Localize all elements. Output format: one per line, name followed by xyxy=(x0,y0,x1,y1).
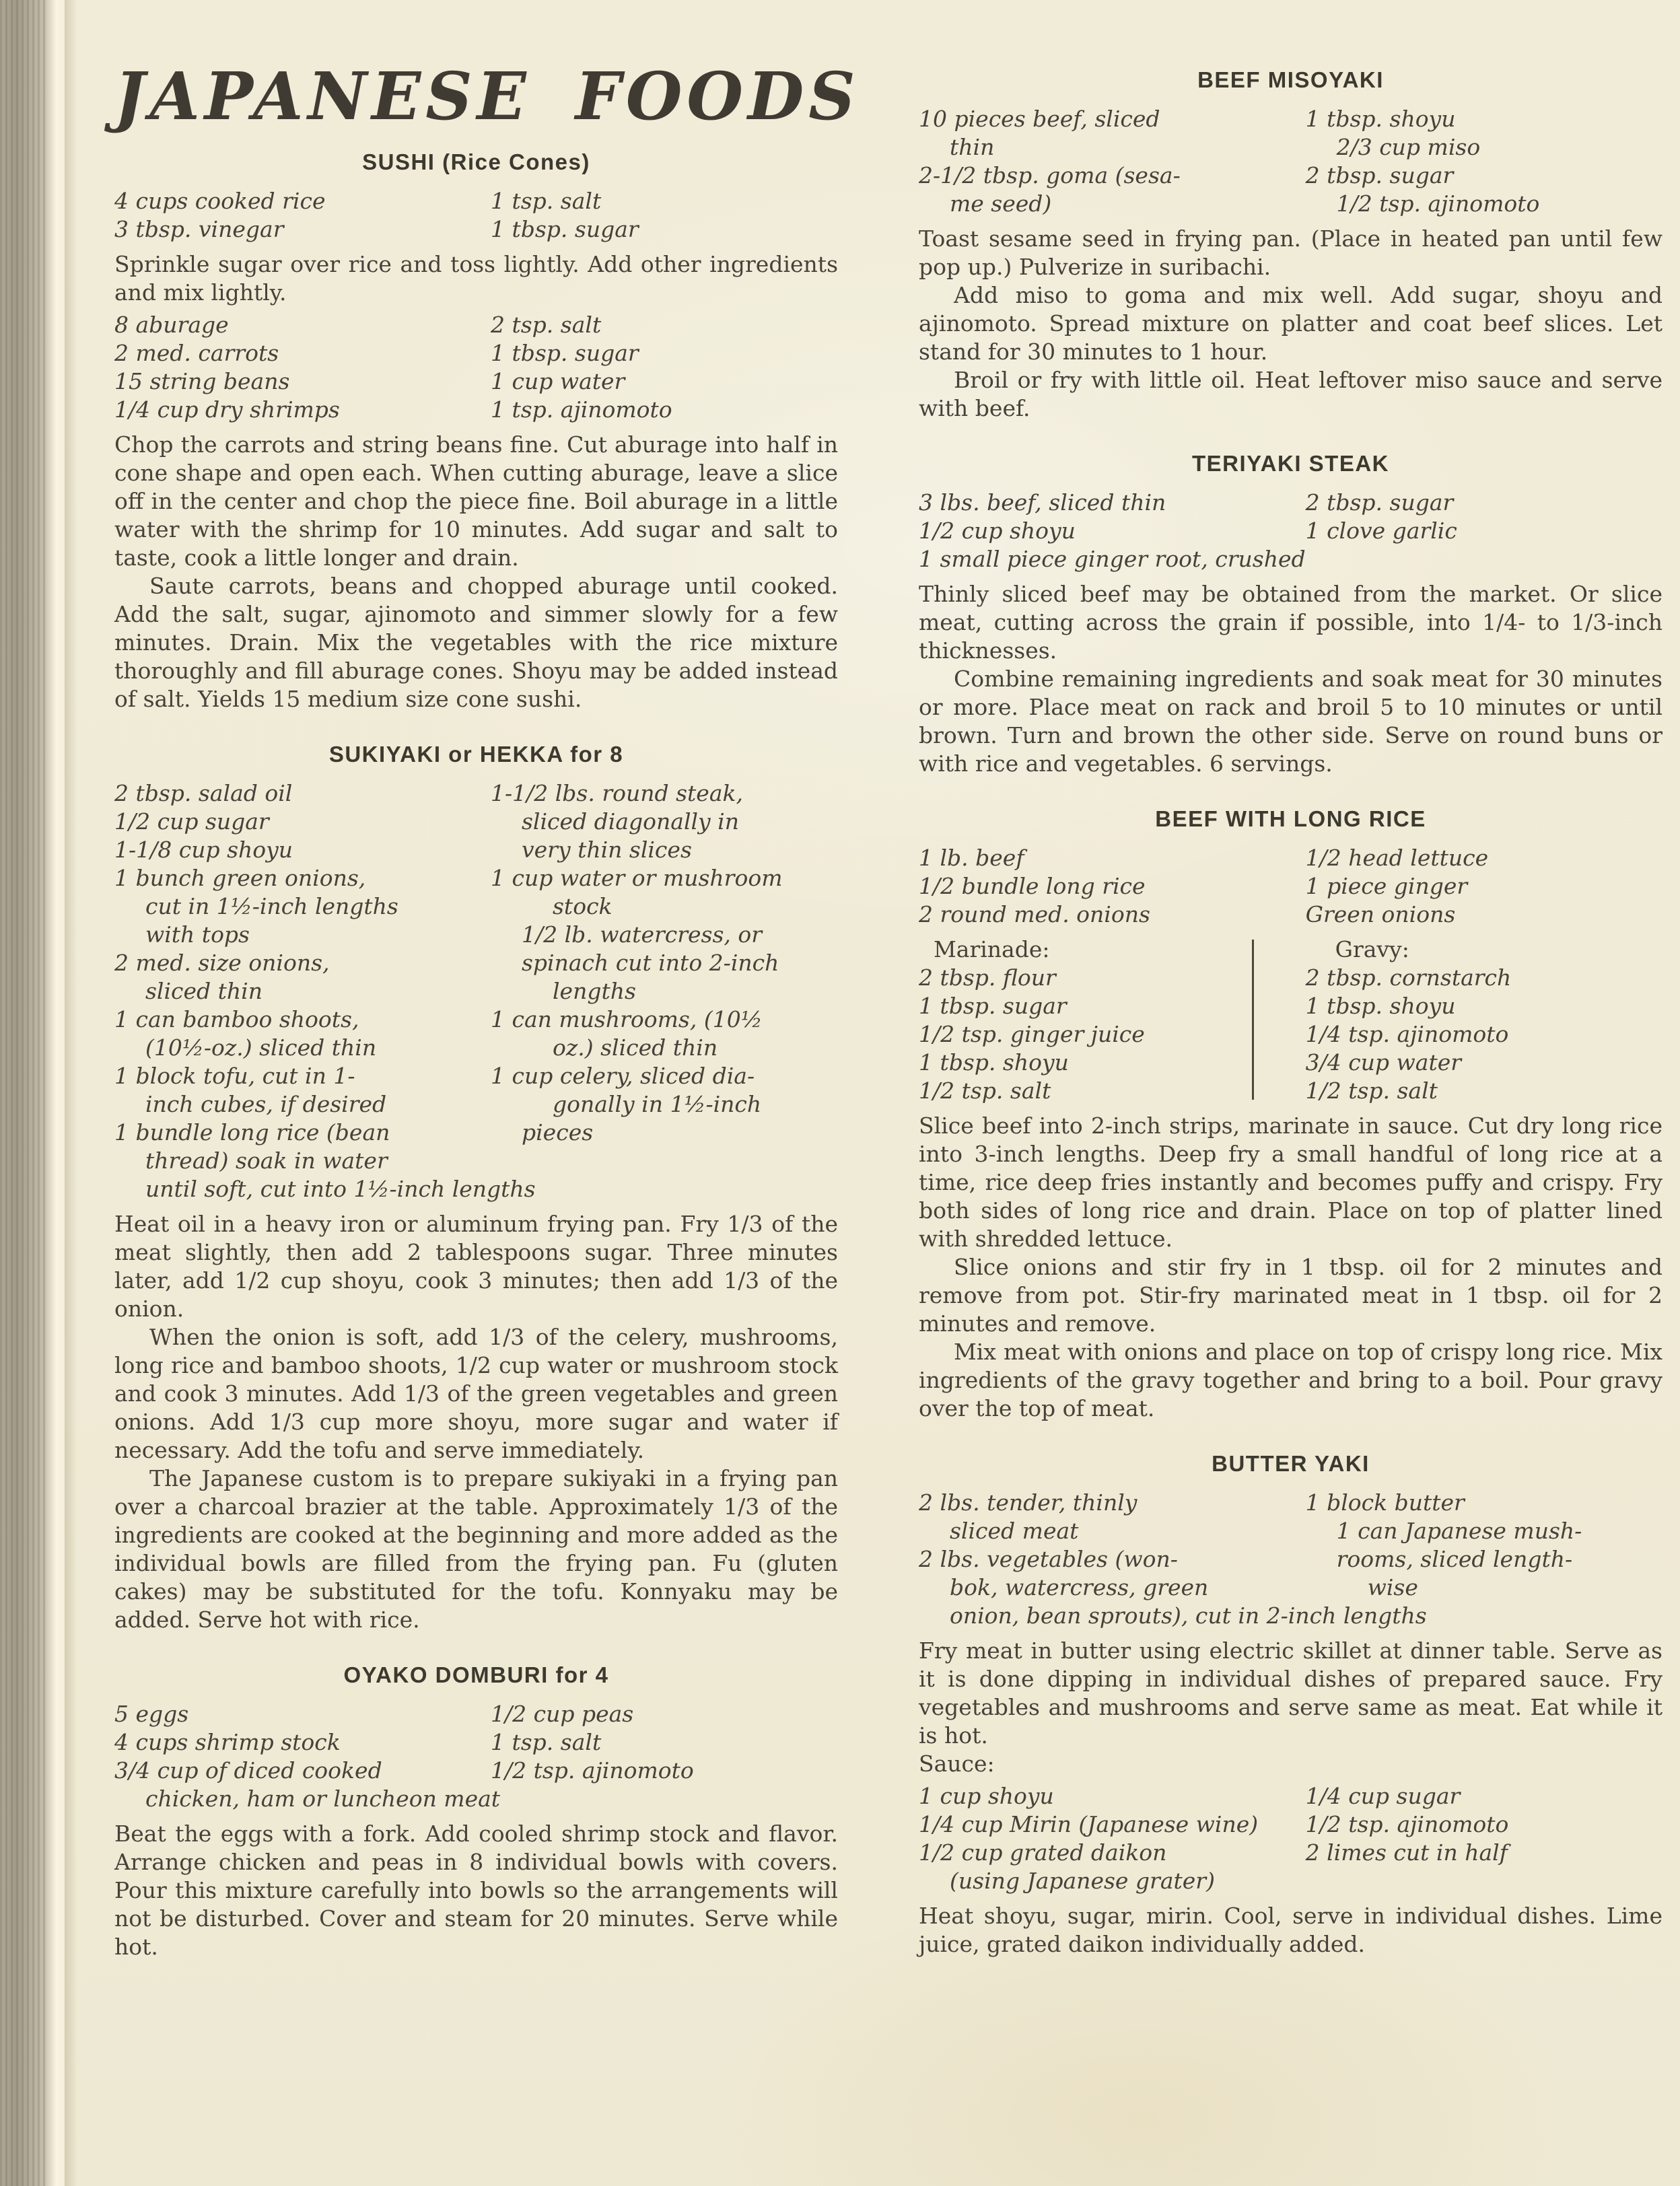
ingredient: thread) soak in water xyxy=(145,1148,388,1174)
recipe-heading: SUKIYAKI or HEKKA for 8 xyxy=(328,742,624,767)
ingredient: 1/2 tsp. ajinomoto xyxy=(1305,1811,1509,1837)
ingredient-row xyxy=(919,517,1663,545)
ingredient-row xyxy=(114,1034,838,1062)
ingredient-row xyxy=(919,1602,1663,1630)
recipe-heading: TERIYAKI STEAK xyxy=(1192,451,1389,476)
ingredient: me seed) xyxy=(950,190,1052,217)
ingredient-row xyxy=(919,1810,1663,1839)
ingredient-row xyxy=(919,162,1663,190)
ingredient: 1 block butter xyxy=(1305,1489,1465,1516)
ingredient-row xyxy=(114,187,838,215)
ingredient: 1/2 tsp. ginger juice xyxy=(919,1021,1145,1047)
page-title: JAPANESE FOODS xyxy=(114,58,860,135)
ingredient xyxy=(522,1147,838,1175)
instruction-paragraph: Fry meat in butter using electric skillet at dinner table. Serve as it is done dipping in individual dishes of prepared sauce. Fry vegetables and mushrooms and serve same as meat. Eat while it is hot. xyxy=(919,1637,1663,1749)
ingredient: 1 cup celery, sliced dia- xyxy=(491,1063,755,1089)
recipe-butter-yaki xyxy=(919,1451,1663,1959)
ingredient: 1 bundle long rice (bean xyxy=(114,1119,390,1145)
ingredient: sliced diagonally in xyxy=(522,808,739,835)
ingredient-row xyxy=(919,1020,1663,1049)
ingredient: 1/2 tsp. ajinomoto xyxy=(491,1757,694,1784)
ingredient-row xyxy=(919,964,1663,992)
ingredient: 1 can mushrooms, (10½ xyxy=(491,1006,763,1032)
ingredient-row xyxy=(919,1782,1663,1810)
ingredient: chicken, ham or luncheon meat xyxy=(145,1786,501,1812)
ingredient: 1/2 cup grated daikon xyxy=(919,1839,1167,1866)
ingredient: 1/2 cup shoyu xyxy=(919,518,1076,544)
ingredient: 1 bunch green onions, xyxy=(114,865,366,891)
ingredient-row xyxy=(919,1517,1663,1545)
right-column-sections xyxy=(919,67,1663,1959)
ingredient: 2-1/2 tbsp. goma (sesa- xyxy=(919,162,1181,188)
recipe-teriyaki-steak xyxy=(919,451,1663,778)
recipe-heading: BEEF MISOYAKI xyxy=(1197,67,1384,92)
ingredient-row xyxy=(114,339,838,367)
recipe-heading: SUSHI (Rice Cones) xyxy=(362,149,590,174)
ingredient: 10 pieces beef, sliced xyxy=(919,106,1160,132)
ingredient: Gravy: xyxy=(1335,936,1409,962)
ingredient: 2 tbsp. sugar xyxy=(1305,162,1454,188)
ingredient-row xyxy=(919,901,1663,929)
ingredient-row xyxy=(114,1147,838,1175)
right-column xyxy=(919,0,1663,1961)
ingredient: pieces xyxy=(522,1119,594,1145)
ingredient: 3 tbsp. vinegar xyxy=(114,216,284,242)
ingredient: 1 can bamboo shoots, xyxy=(114,1006,359,1032)
ingredient: 2 limes cut in half xyxy=(1305,1839,1508,1866)
ingredient: 2 tbsp. sugar xyxy=(1305,489,1454,516)
ingredient-row xyxy=(114,1728,838,1757)
ingredient-row xyxy=(919,936,1663,964)
ingredient-row xyxy=(114,1062,838,1090)
ingredient: sliced thin xyxy=(145,978,262,1004)
ingredient: 1 tsp. salt xyxy=(491,1729,602,1755)
ingredient: 1/4 cup Mirin (Japanese wine) xyxy=(919,1811,1259,1837)
ingredient-row xyxy=(114,1700,838,1728)
recipe-sukiyaki-or-hekka-for-8 xyxy=(114,742,838,1634)
ingredient: 1 cup water xyxy=(491,368,625,394)
ingredient xyxy=(1337,1867,1663,1895)
ingredient: 1 tbsp. shoyu xyxy=(919,1049,1069,1076)
instruction-paragraph: Beat the eggs with a fork. Add cooled shrimp stock and flavor. Arrange chicken and peas in 8 individual bowls with covers. Pour this mixture carefully into bowls so the arrangements will not be disturbed. Cover and steam for 20 minutes. Serve while hot. xyxy=(114,1821,838,1960)
ingredient: 2 tbsp. cornstarch xyxy=(1305,964,1512,991)
recipe-oyako-domburi-for-4 xyxy=(114,1662,838,1961)
instruction-paragraph: Thinly sliced beef may be obtained from the market. Or slice meat, cutting across the grain if possible, into 1/4- to 1/3-inch thicknesses. xyxy=(919,581,1663,664)
instruction-paragraph: Combine remaining ingredients and soak meat for 30 minutes or more. Place meat on rack and broil 5 to 10 minutes or until brown. Turn and brown the other side. Serve on round buns or with rice and vegetables. 6 servings. xyxy=(919,666,1663,777)
ingredient: 5 eggs xyxy=(114,1701,189,1727)
ingredient: 1/2 tsp. salt xyxy=(1305,1078,1438,1104)
ingredient-row xyxy=(114,921,838,949)
ingredient-row xyxy=(114,396,838,424)
ingredient: gonally in 1½-inch xyxy=(553,1091,762,1117)
ingredient: 1/2 cup sugar xyxy=(114,808,269,835)
ingredient: 4 cups shrimp stock xyxy=(114,1729,341,1755)
ingredient: spinach cut into 2-inch xyxy=(522,950,779,976)
ingredient: 1 tbsp. sugar xyxy=(919,993,1067,1019)
instruction-paragraph: Chop the carrots and string beans fine. Cut aburage into half in cone shape and open each. When cutting aburage, leave a slice off in the center and chop the piece fine. Boil aburage in a little water with the shrimp for 10 minutes. Add sugar and salt to taste, cook a little longer and drain. xyxy=(114,431,838,571)
ingredient-row xyxy=(919,1839,1663,1867)
ingredient-row xyxy=(114,949,838,977)
instruction-paragraph: When the onion is soft, add 1/3 of the celery, mushrooms, long rice and bamboo shoots, 1/2 cup water or mushroom stock and cook 3 minutes. Add 1/3 of the green vegetables and green onions. Add 1/3 cup more shoyu, more sugar and water if necessary. Add the tofu and serve immediately. xyxy=(114,1324,838,1463)
ingredient-row xyxy=(919,1545,1663,1574)
ingredient: sliced meat xyxy=(950,1518,1079,1544)
ingredient-row xyxy=(919,1574,1663,1602)
ingredient-list xyxy=(114,779,838,1203)
ingredient: 3/4 cup water xyxy=(1305,1049,1462,1076)
ingredient-row xyxy=(919,992,1663,1020)
ingredient: 1/4 cup sugar xyxy=(1305,1783,1461,1809)
ingredient: bok, watercress, green xyxy=(950,1574,1209,1600)
page-crease-shadow xyxy=(65,0,79,2186)
ingredient-row xyxy=(919,190,1663,218)
ingredient-list xyxy=(919,936,1663,1105)
ingredient: 1/2 tsp. ajinomoto xyxy=(1336,190,1540,217)
book-binding-edge xyxy=(0,0,46,2186)
instruction-paragraph: Toast sesame seed in frying pan. (Place in heated pan until few pop up.) Pulverize in suribachi. xyxy=(919,225,1663,280)
ingredient: 1 small piece ginger root, crushed xyxy=(919,546,1306,572)
ingredient: 2 med. size onions, xyxy=(114,950,330,976)
recipe-heading: OYAKO DOMBURI for 4 xyxy=(343,1662,609,1687)
ingredient: onion, bean sprouts), cut in 2-inch lengths xyxy=(950,1602,1427,1629)
ingredient: stock xyxy=(553,893,612,919)
ingredient xyxy=(522,1785,838,1813)
ingredient: rooms, sliced length- xyxy=(1336,1546,1573,1572)
recipe-beef-with-long-rice xyxy=(919,806,1663,1423)
ingredient: 8 aburage xyxy=(114,312,229,338)
ingredient-row xyxy=(114,779,838,808)
ingredient: 1 cup shoyu xyxy=(919,1783,1054,1809)
ingredient-row xyxy=(919,133,1663,162)
ingredient: inch cubes, if desired xyxy=(145,1091,387,1117)
ingredient-row xyxy=(919,1049,1663,1077)
recipe-heading: BEEF WITH LONG RICE xyxy=(1155,806,1426,831)
ingredient-row xyxy=(919,1077,1663,1105)
ingredient: 2 tsp. salt xyxy=(491,312,602,338)
ingredient-row xyxy=(114,1757,838,1785)
ingredient-row xyxy=(114,367,838,396)
ingredient: (using Japanese grater) xyxy=(950,1868,1215,1894)
left-column-sections xyxy=(114,149,838,1961)
ingredient: 1-1/2 lbs. round steak, xyxy=(491,780,743,806)
ingredient: wise xyxy=(1367,1574,1418,1600)
instruction-paragraph: Heat oil in a heavy iron or aluminum frying pan. Fry 1/3 of the meat slightly, then add 2 tablespoons sugar. Three minutes later, add 1/2 cup shoyu, cook 3 minutes; then add 1/3 of the onion. xyxy=(114,1211,838,1322)
left-column xyxy=(114,0,860,1961)
ingredient: Green onions xyxy=(1305,901,1456,927)
ingredient-row xyxy=(114,977,838,1006)
ingredient: 1 tbsp. sugar xyxy=(491,216,639,242)
ingredient: 2 round med. onions xyxy=(919,901,1150,927)
ingredient-row xyxy=(114,808,838,836)
recipe-heading: BUTTER YAKI xyxy=(1212,1451,1370,1476)
ingredient-subheading: Sauce: xyxy=(919,1751,995,1777)
ingredient: 1 tbsp. shoyu xyxy=(1305,993,1456,1019)
page-edge-highlight xyxy=(46,0,65,2186)
ingredient-list xyxy=(919,105,1663,218)
recipe-beef-misoyaki xyxy=(919,67,1663,423)
instruction-paragraph: Add miso to goma and mix well. Add sugar, shoyu and ajinomoto. Spread mixture on platter and coat beef slices. Let stand for 30 minutes to 1 hour. xyxy=(919,282,1663,365)
instruction-paragraph: The Japanese custom is to prepare sukiyaki in a frying pan over a charcoal brazier at the table. Approximately 1/3 of the ingredients are cooked at the beginning and more added as the individual bowls are filled from the frying pan. Fu (gluten cakes) may be substituted for the tofu. Konnyaku may be added. Serve hot with rice. xyxy=(114,1465,838,1633)
ingredient: 1/2 tsp. salt xyxy=(919,1078,1051,1104)
ingredient: with tops xyxy=(145,921,250,948)
ingredient: 15 string beans xyxy=(114,368,290,394)
ingredient: 1 tbsp. shoyu xyxy=(1305,106,1456,132)
ingredient: 1 can Japanese mush- xyxy=(1336,1518,1582,1544)
ingredient-list xyxy=(919,844,1663,929)
ingredient-row xyxy=(919,545,1663,573)
ingredient: 1 tsp. ajinomoto xyxy=(491,396,672,423)
ingredient: 4 cups cooked rice xyxy=(114,188,326,214)
ingredient: oz.) sliced thin xyxy=(553,1034,718,1061)
instruction-paragraph: Sprinkle sugar over rice and toss lightly. Add other ingredients and mix lightly. xyxy=(114,251,838,306)
instruction-paragraph: Mix meat with onions and place on top of crispy long rice. Mix ingredients of the gravy together and bring to a boil. Pour gravy over the top of meat. xyxy=(919,1339,1663,1421)
ingredient-row xyxy=(919,105,1663,133)
instruction-paragraph: Slice beef into 2-inch strips, marinate in sauce. Cut dry long rice into 3-inch lengths. Deep fry a small handful of long rice at a time, rice deep fries instantly and becomes puffy and crispy. Fry both sides of long rice and drain. Place on top of platter lined with shredded lettuce. xyxy=(919,1113,1663,1252)
ingredient-row xyxy=(114,1175,838,1203)
ingredient: lengths xyxy=(553,978,636,1004)
ingredient: 1-1/8 cup shoyu xyxy=(114,837,293,863)
ingredient-row xyxy=(114,836,838,864)
ingredient: 1/2 bundle long rice xyxy=(919,873,1146,899)
ingredient-row xyxy=(919,844,1663,872)
ingredient-list xyxy=(919,1489,1663,1630)
ingredient: 1/4 tsp. ajinomoto xyxy=(1305,1021,1509,1047)
ingredient-row xyxy=(114,1785,838,1813)
ingredient: until soft, cut into 1½-inch lengths xyxy=(145,1176,536,1202)
ingredient-list xyxy=(114,311,838,424)
ingredient: 2 lbs. tender, thinly xyxy=(919,1489,1138,1516)
ingredient: 1 clove garlic xyxy=(1305,518,1457,544)
ingredient: 3/4 cup of diced cooked xyxy=(114,1757,382,1784)
ingredient-row xyxy=(114,1006,838,1034)
ingredient: 1 lb. beef xyxy=(919,845,1024,871)
ingredient-row xyxy=(919,872,1663,901)
ingredient: 2 lbs. vegetables (won- xyxy=(919,1546,1178,1572)
page-content xyxy=(114,0,1663,1961)
ingredient-list xyxy=(919,489,1663,573)
ingredient-row xyxy=(114,311,838,339)
instruction-paragraph: Slice onions and stir fry in 1 tbsp. oil for 2 minutes and remove from pot. Stir-fry marinated meat in 1 tbsp. oil for 2 minutes and remove. xyxy=(919,1254,1663,1337)
ingredient: 1 piece ginger xyxy=(1305,873,1468,899)
instruction-paragraph: Broil or fry with little oil. Heat leftover miso sauce and serve with beef. xyxy=(919,367,1663,421)
recipe-sushi-rice-cones xyxy=(114,149,838,713)
ingredient: 1 cup water or mushroom xyxy=(491,865,783,891)
ingredient: (10½-oz.) sliced thin xyxy=(145,1034,377,1061)
ingredient: 2 tbsp. flour xyxy=(919,964,1056,991)
ingredient: thin xyxy=(950,134,995,160)
ingredient-list xyxy=(114,187,838,244)
ingredient: 2/3 cup miso xyxy=(1336,134,1481,160)
ingredient-row xyxy=(114,892,838,921)
ingredient-row xyxy=(114,1119,838,1147)
ingredient: 1/2 cup peas xyxy=(491,1701,634,1727)
ingredient-list xyxy=(919,1782,1663,1895)
ingredient-row xyxy=(114,215,838,244)
ingredient-list xyxy=(114,1700,838,1813)
instruction-paragraph: Heat shoyu, sugar, mirin. Cool, serve in individual dishes. Lime juice, grated daikon individually added. xyxy=(919,1903,1663,1957)
ingredient-row xyxy=(114,864,838,892)
ingredient: very thin slices xyxy=(522,837,692,863)
ingredient: 1 block tofu, cut in 1- xyxy=(114,1063,355,1089)
ingredient-row xyxy=(919,1489,1663,1517)
ingredient: 1/2 lb. watercress, or xyxy=(522,921,763,948)
ingredient-row xyxy=(919,1867,1663,1895)
ingredient-row xyxy=(919,489,1663,517)
ingredient: Marinade: xyxy=(934,936,1050,962)
ingredient: cut in 1½-inch lengths xyxy=(145,893,398,919)
ingredient-row xyxy=(114,1090,838,1119)
ingredient: 2 tbsp. salad oil xyxy=(114,780,293,806)
ingredient: 3 lbs. beef, sliced thin xyxy=(919,489,1166,516)
ingredient: 1 tbsp. sugar xyxy=(491,340,639,366)
ingredient: 1/4 cup dry shrimps xyxy=(114,396,340,423)
instruction-paragraph: Saute carrots, beans and chopped aburage until cooked. Add the salt, sugar, ajinomoto and simmer slowly for a few minutes. Drain. Mix the vegetables with the rice mixture thoroughly and fill aburage cones. Shoyu may be added instead of salt. Yields 15 medium size cone sushi. xyxy=(114,573,838,712)
ingredient: 1/2 head lettuce xyxy=(1305,845,1489,871)
ingredient: 1 tsp. salt xyxy=(491,188,602,214)
ingredient: 2 med. carrots xyxy=(114,340,279,366)
